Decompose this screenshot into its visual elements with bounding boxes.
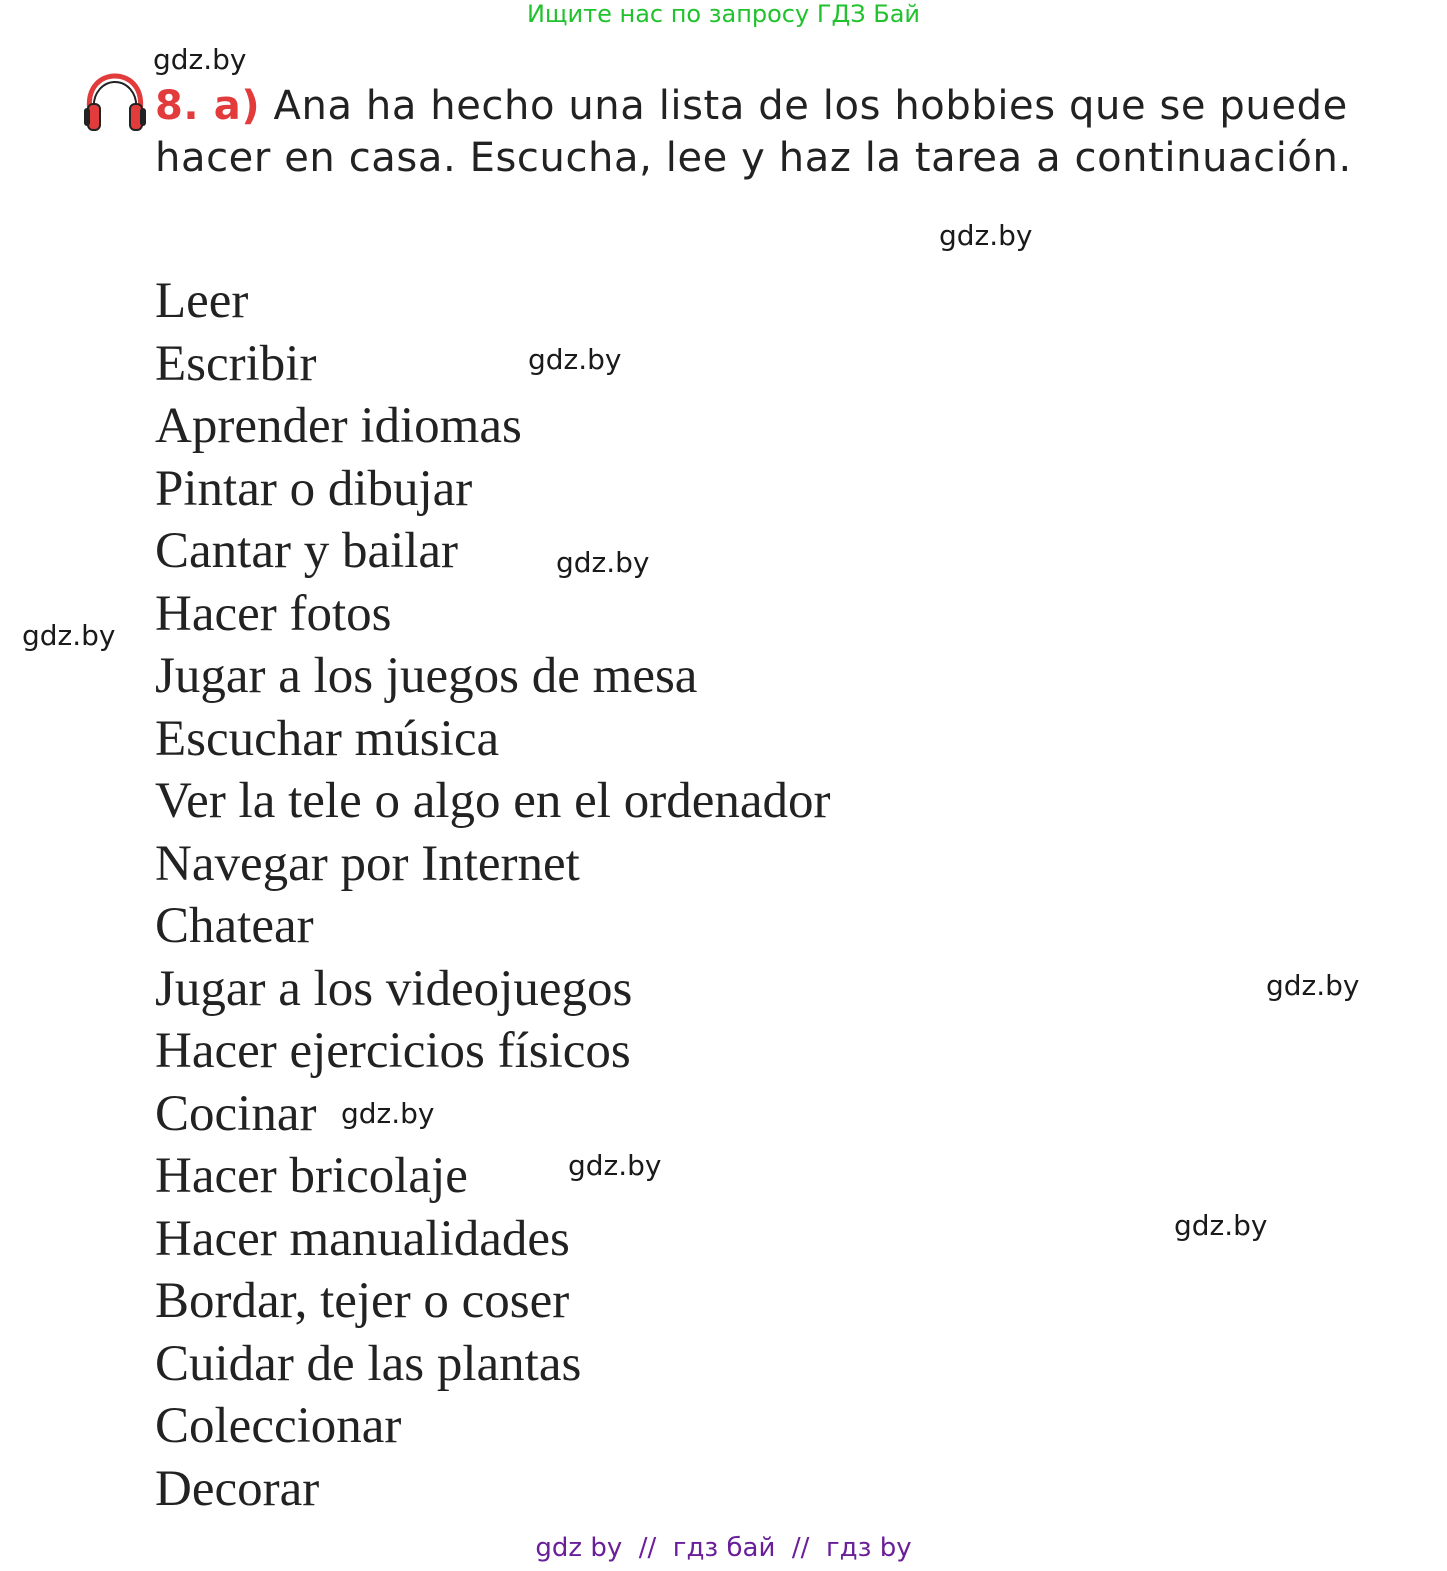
list-item: Hacer fotos	[155, 585, 392, 642]
watermark: gdz.by	[528, 343, 622, 376]
watermark: gdz.by	[1174, 1209, 1268, 1242]
list-item: Cantar y bailar	[155, 523, 459, 579]
watermark: gdz.by	[939, 219, 1033, 252]
headphones-icon[interactable]	[82, 72, 148, 134]
list-item: Escuchar música	[155, 710, 500, 767]
list-item: Hacer bricolaje	[155, 1148, 468, 1204]
watermark: gdz.by	[22, 619, 116, 652]
list-item: Escribir	[155, 335, 317, 392]
list-item: Navegar por Internet	[155, 835, 580, 892]
watermark: gdz.by	[1266, 969, 1360, 1002]
list-item: Ver la tele o algo en el ordenador	[155, 773, 831, 829]
watermark: gdz.by	[556, 546, 650, 579]
list-item: Bordar, tejer o coser	[155, 1273, 570, 1329]
instruction-text: Ana ha hecho una lista de los hobbies que se puede hacer en casa. Escucha, lee y haz la tarea a continuación.	[155, 83, 1352, 181]
watermark: gdz.by	[341, 1097, 435, 1130]
list-item: Decorar	[155, 1460, 320, 1517]
hobbies-list	[155, 270, 830, 1520]
footer-links: gdz by // гдз бай // гдз by	[535, 1533, 912, 1563]
top-banner: Ищите нас по запросу ГДЗ Бай	[526, 0, 921, 28]
watermark: gdz.by	[153, 43, 247, 76]
list-item: Chatear	[155, 898, 314, 954]
list-item: Hacer manualidades	[155, 1210, 570, 1267]
list-item: Leer	[155, 273, 249, 329]
list-item: Jugar a los videojuegos	[155, 960, 633, 1017]
list-item: Aprender idiomas	[155, 398, 522, 454]
list-item: Coleccionar	[155, 1398, 402, 1454]
list-item: Hacer ejercicios físicos	[155, 1023, 631, 1079]
list-item: Jugar a los juegos de mesa	[155, 648, 698, 704]
list-item: Pintar o dibujar	[155, 460, 473, 517]
exercise-instruction	[155, 80, 1425, 184]
list-item: Cocinar	[155, 1085, 317, 1142]
watermark: gdz.by	[568, 1149, 662, 1182]
exercise-number: 8. a)	[155, 83, 261, 129]
list-item: Cuidar de las plantas	[155, 1335, 582, 1392]
